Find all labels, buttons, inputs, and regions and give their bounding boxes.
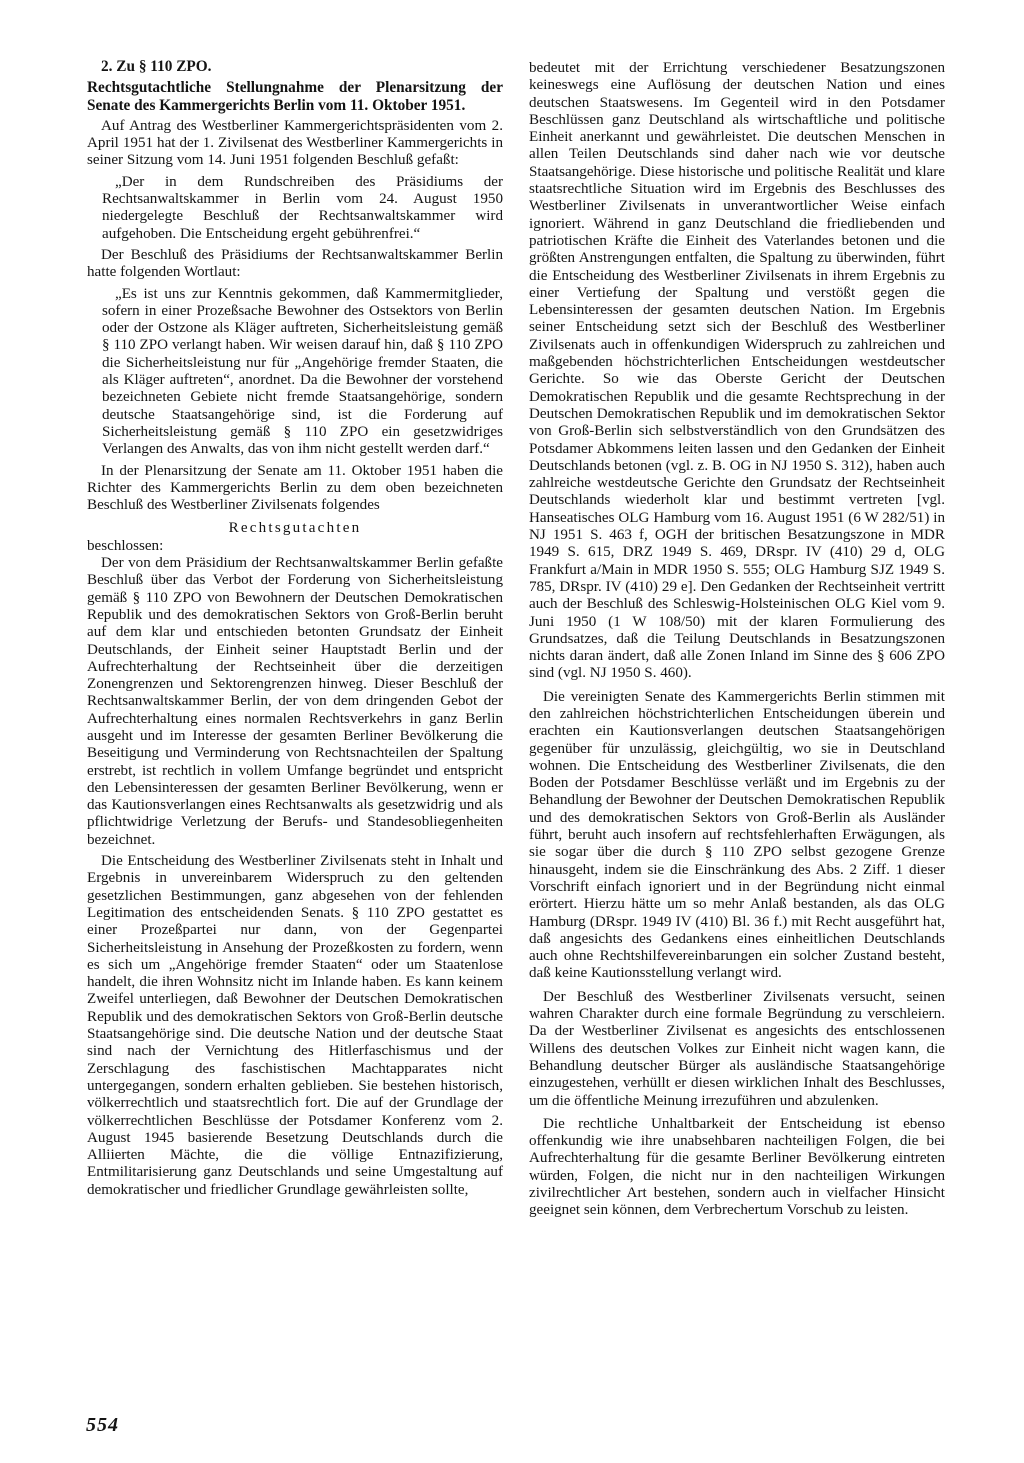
left-column (87, 58, 503, 1199)
block-quote: „Der in dem Rundschreiben des Präsidiums der Rechtsanwaltskammer in Berlin vom 24. August 1950 niedergelegte Beschluß der Rechtsanwaltskammer wird aufgehoben. Die Entscheidung ergeht gebührenfrei.“ (102, 173, 503, 242)
paragraph-continuation: beschlossen: (87, 537, 164, 554)
opinion-title: Rechtsgutachtliche Stellungnahme der Plenarsitzung der Senate des Kammergerichts Berlin vom 11. Oktober 1951. (87, 79, 503, 114)
paragraph: Der von dem Präsidium der Rechtsanwaltskammer Berlin gefaßte Beschluß über das Verbot der Forderung von Sicherheitsleistung gemäß § 110 ZPO von Bewohnern der Deutschen Demokratischen Republik und des demokratischen Sektors von Groß-Berlin beruht auf dem klar und entschieden betonten Grundsatz der Einheit Deutschlands, der Einheit seiner Hauptstadt Berlin und der Aufrechterhaltung der Rechtseinheit über die derzeitigen Zonengrenzen und Sektorengrenzen hinweg. Dieser Beschluß der Rechtsanwaltskammer Berlin, der von dem dringenden Gebot der Aufrechterhaltung eines normalen Rechtsverkehrs in ganz Berlin ausgeht und im Interesse der gesamten Berliner Bevölkerung die Beseitigung und Verminderung von Rechtsnachteilen der Spaltung erstrebt, ist rechtlich in vollem Umfange begründet und entspricht den Lebensinteressen der gesamten Berliner Bevölkerung, wenn er das Kautionsverlangen eines Rechtsanwalts als gesetzwidrig und als pflichtwidrige Verletzung der Berufs- und Standesobliegenheiten bezeichnet. (87, 555, 503, 848)
paragraph: Der Beschluß des Westberliner Zivilsenats versucht, seinen wahren Charakter durch eine formale Begründung zu verschleiern. Da der Westberliner Zivilsenat es angesichts des entschlossenen Willens des deutschen Volkes zur Einheit nicht wagen kann, die Behandlung deutscher Bürger als ausländische Staatsangehörige einzugestehen, verhüllt er diesen wirklichen Inhalt des Beschlusses, um die öffentliche Meinung irrezuführen und abzulenken. (529, 988, 945, 1109)
block-quote: „Es ist uns zur Kenntnis gekommen, daß Kammermitglieder, sofern in einer Prozeßsache Bewohner des Ostsektors von Berlin oder der Ostzone als Kläger auftreten, Sicherheitsleistung gemäß § 110 ZPO verlangt haben. Wir weisen darauf hin, daß § 110 ZPO die Sicherheitsleistung nur für „Angehörige fremder Staaten, die als Kläger auftreten“, anordnet. Da die Bewohner der vorstehend bezeichneten Gebiete nicht fremde Staatsangehörige, sondern deutsche Staatsangehörige sind, ist die Forderung auf Sicherheitsleistung gemäß § 110 ZPO ein gesetzwidriges Verlangen des Anwalts, das von ihm nicht gestellt werden darf.“ (102, 285, 503, 458)
paragraph: Der Beschluß des Präsidiums der Rechtsanwaltskammer Berlin hatte folgenden Wortlaut: (87, 246, 503, 281)
paragraph: Die vereinigten Senate des Kammergerichts Berlin stimmen mit den zahlreichen höchstrichterlichen Entscheidungen überein und erachten ein Kautionsverlangen deutschen Staatsangehörigen gegenüber für unzulässig, gleichgültig, wo sie in Deutschland wohnen. Die Entscheidung des Westberliner Zivilsenats, die den Boden der Potsdamer Beschlüsse verläßt und im Ergebnis zu der Behandlung der Bewohner der Deutschen Demokratischen Republik und des demokratischen Sektors von Groß-Berlin als Ausländer führt, beruht auch insofern auf rechtsfehlerhaften Erwägungen, als sie sogar über die durch § 110 ZPO selbst gezogene Grenze hinausgeht, indem sie die Einschränkung des Abs. 2 Ziff. 1 dieser Vorschrift einfach ignoriert und in der Begründung nicht einmal erörtert. Hierzu hätte um so mehr Anlaß bestanden, als das OLG Hamburg (DRspr. 1949 IV (410) Bl. 36 f.) mit Recht ausgeführt hat, daß angesichts des Gedankens eines einheitlichen Deutschlands auch ohne Rechtshilfevereinbarungen ein solcher Zustand besteht, daß keine Kautionsstellung verlangt wird. (529, 688, 945, 982)
page-number: 554 (86, 1414, 119, 1436)
rechtsgutachten-heading: Rechtsgutachten (228, 520, 362, 537)
paragraph-continuation: bedeutet mit der Errichtung verschiedener Besatzungszonen keineswegs eine Auflösung der deutschen Nation und eines deutschen Staatswesens. Im Gegenteil wird in den Potsdamer Beschlüssen ganz Deutschland als wirtschaftliche und politische Einheit anerkannt und gewährleistet. Die deutschen Menschen in allen Teilen Deutschlands sind daher nach wie vor deutsche Staatsangehörige. Diese historische und politische Realität und klare staatsrechtliche Situation wird im Ergebnis des Beschlusses des Westberliner Zivilsenats in unverantwortlicher Weise einfach ignoriert. Während in ganz Deutschland die friedliebenden und patriotischen Kräfte die Einheit des Vaterlandes betonen und die größten Anstrengungen entfalten, die Spaltung zu überwinden, führt die Entscheidung des Westberliner Zivilsenats in ihrem Ergebnis zu einer Vertiefung der Spaltung und verstößt gegen die Lebensinteressen der gesamten deutschen Nation. Im Ergebnis seiner Entscheidung setzt sich der Beschluß des Westberliner Zivilsenats auch in offenkundigen Widerspruch zu zahlreichen und maßgebenden höchstrichterlichen Entscheidungen westdeutscher Gerichte. So wie das Oberste Gericht der Deutschen Demokratischen Republik und die gesamte Rechtsprechung in der Deutschen Demokratischen Republik und im demokratischen Sektor von Groß-Berlin sich selbstverständlich von den Grundsätzen des Potsdamer Abkommens leiten lassen und den Gedanken der Einheit Deutschlands betonen (vgl. z. B. OG in NJ 1950 S. 312), haben auch zahlreiche westdeutsche Gerichte den Grundsatz der Rechtseinheit Deutschlands wiederholt klar und bestimmt vertreten [vgl. Hanseatisches OLG Hamburg vom 16. August 1951 (6 W 282/51) in NJ 1951 S. 463 f, OGH der britischen Besatzungszone in MDR 1949 S. 615, DRZ 1949 S. 469, DRspr. IV (410) 29 d, OLG Frankfurt a/Main in MDR 1950 S. 555; OLG Hamburg SJZ 1949 S. 785, DRspr. IV (410) 29 e]. Den Gedanken der Rechtseinheit vertritt auch der Beschluß des Schleswig-Holsteinischen OLG Kiel vom 9. Juni 1950 (1 W 108/50) mit der klaren Formulierung des Grundsatzes, daß die Teilung Deutschlands in Besatzungszonen nichts daran ändert, daß alle Zonen Inland im Sinne des § 606 ZPO sind (vgl. NJ 1950 S. 460). (529, 60, 945, 682)
right-column (529, 60, 945, 1220)
section-heading: 2. Zu § 110 ZPO. (101, 58, 212, 75)
paragraph: Auf Antrag des Westberliner Kammergerichtspräsidenten vom 2. April 1951 hat der 1. Zivilsenat des Westberliner Kammergerichts in seiner Sitzung vom 14. Juni 1951 folgenden Beschluß gefaßt: (87, 117, 503, 169)
paragraph: In der Plenarsitzung der Senate am 11. Oktober 1951 haben die Richter des Kammergerichts Berlin zu dem oben bezeichneten Beschluß des Westberliner Zivilsenats folgendes (87, 462, 503, 514)
paragraph: Die rechtliche Unhaltbarkeit der Entscheidung ist ebenso offenkundig wie ihre unabsehbaren nachteiligen Folgen, die bei Aufrechterhaltung für die gesamte Berliner Bevölkerung eintreten würden, Folgen, die nicht nur in den nachteiligen Wirkungen zivilrechtlicher Art bestehen, sondern auch in vielfacher Hinsicht geeignet sein können, dem Verbrechertum Vorschub zu leisten. (529, 1115, 945, 1219)
paragraph: Die Entscheidung des Westberliner Zivilsenats steht in Inhalt und Ergebnis in unvereinbarem Widerspruch zu den geltenden gesetzlichen Bestimmungen, ganz abgesehen von der fehlenden Legitimation des entscheidenden Senats. § 110 ZPO gestattet es einer Prozeßpartei nur dann, von der Gegenpartei Sicherheitsleistung in Ansehung der Prozeßkosten zu fordern, wenn es sich um „Angehörige fremder Staaten“ oder um Staatenlose handelt, die ihren Wohnsitz nicht im Inlande haben. Es kann keinem Zweifel unterliegen, daß Bewohner der Deutschen Demokratischen Republik und des demokratischen Sektors von Groß-Berlin deutsche Staatsangehörige sind. Die deutsche Nation und der deutsche Staat sind nach der Vernichtung des Hitlerfaschismus und der Zerschlagung des faschistischen Machtapparates nicht untergegangen, sondern erhalten geblieben. Sie bestehen historisch, völkerrechtlich und staatsrechtlich fort. Die auf der Grundlage der völkerrechtlichen Beschlüsse der Potsdamer Konferenz vom 2. August 1945 basierende Besetzung Deutschlands durch die Alliierten Mächte, die die völlige Entnazifizierung, Entmilitarisierung ganz Deutschlands und seine Umgestaltung auf demokratischer und friedlicher Grundlage gewährleisten sollte, (87, 853, 503, 1198)
